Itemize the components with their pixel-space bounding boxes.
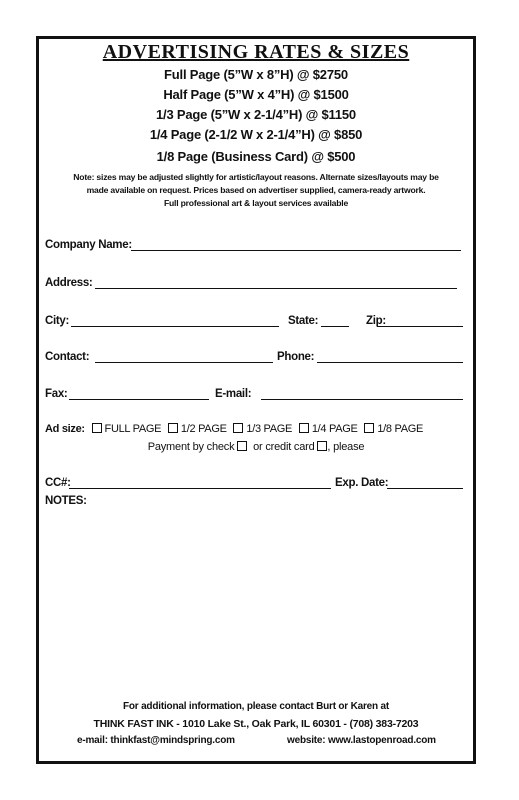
notes-area[interactable]: [45, 513, 465, 693]
company-field[interactable]: [131, 250, 461, 251]
rate-quarter-page: 1/4 Page (2-1/2 W x 2-1/4”H) @ $850: [149, 127, 363, 142]
city-label: City:: [45, 315, 70, 327]
ad-size-option-quarter[interactable]: [299, 423, 358, 435]
city-field[interactable]: [71, 326, 279, 327]
address-field[interactable]: [95, 288, 457, 289]
payment-please-text: , please: [327, 441, 365, 453]
checkbox-eighth-page[interactable]: [364, 423, 374, 433]
note-line-2: made available on request. Prices based on advertiser supplied, camera-ready artwork.: [86, 185, 426, 195]
zip-label: Zip:: [366, 315, 386, 327]
notes-label: NOTES:: [45, 495, 87, 507]
zip-field[interactable]: [377, 326, 463, 327]
rate-eighth-page: 1/8 Page (Business Card) @ $500: [156, 149, 356, 164]
exp-date-field[interactable]: [387, 488, 463, 489]
checkbox-third-page[interactable]: [233, 423, 243, 433]
ad-size-full-label: FULL PAGE: [104, 423, 162, 435]
payment-card-text: or credit card: [253, 441, 315, 453]
ad-size-option-eighth[interactable]: [364, 423, 423, 435]
footer-email: e-mail: thinkfast@mindspring.com: [77, 735, 235, 746]
rate-half-page: Half Page (5”W x 4”H) @ $1500: [163, 87, 349, 102]
ad-size-option-half[interactable]: [168, 423, 227, 435]
rate-full-page: Full Page (5”W x 8”H) @ $2750: [164, 67, 348, 82]
state-label: State:: [288, 315, 319, 327]
address-label: Address:: [45, 277, 93, 289]
checkbox-payment-check[interactable]: [237, 441, 247, 451]
ad-size-option-third[interactable]: [233, 423, 292, 435]
rate-third-page: 1/3 Page (5”W x 2-1/4”H) @ $1150: [156, 107, 356, 122]
rates-note: [45, 171, 467, 210]
payment-check-text: Payment by check: [147, 441, 235, 453]
ad-size-option-full[interactable]: [92, 423, 162, 435]
ad-size-half-label: 1/2 PAGE: [180, 423, 227, 435]
footer-website: website: www.lastopenroad.com: [287, 735, 436, 746]
ad-size-eighth-label: 1/8 PAGE: [377, 423, 424, 435]
cc-label: CC#:: [45, 477, 71, 489]
email-field[interactable]: [261, 399, 463, 400]
phone-label: Phone:: [277, 351, 315, 363]
ad-size-row: [45, 423, 427, 435]
checkbox-full-page[interactable]: [92, 423, 102, 433]
note-line-3: Full professional art & layout services available: [163, 198, 349, 208]
state-field[interactable]: [321, 326, 349, 327]
phone-field[interactable]: [317, 362, 463, 363]
checkbox-payment-card[interactable]: [317, 441, 327, 451]
ad-size-third-label: 1/3 PAGE: [246, 423, 293, 435]
footer-contact-line: For additional information, please contact Burt or Karen at: [122, 701, 389, 712]
ad-form-frame: [36, 36, 476, 764]
contact-label: Contact:: [45, 351, 90, 363]
contact-field[interactable]: [95, 362, 273, 363]
cc-field[interactable]: [69, 488, 331, 489]
fax-label: Fax:: [45, 388, 68, 400]
checkbox-half-page[interactable]: [168, 423, 178, 433]
fax-field[interactable]: [69, 399, 209, 400]
exp-date-label: Exp. Date:: [335, 477, 389, 489]
ad-size-quarter-label: 1/4 PAGE: [311, 423, 358, 435]
footer-address-line: THINK FAST INK - 1010 Lake St., Oak Park, IL 60301 - (708) 383-7203: [93, 718, 419, 730]
checkbox-quarter-page[interactable]: [299, 423, 309, 433]
ad-size-label: Ad size:: [45, 423, 85, 435]
note-line-1: Note: sizes may be adjusted slightly for artistic/layout reasons. Alternate sizes/layouts may be: [73, 172, 439, 182]
page-title: ADVERTISING RATES & SIZES: [102, 41, 410, 63]
payment-row: [39, 441, 473, 453]
email-label: E-mail:: [215, 388, 252, 400]
company-label: Company Name:: [45, 239, 132, 251]
